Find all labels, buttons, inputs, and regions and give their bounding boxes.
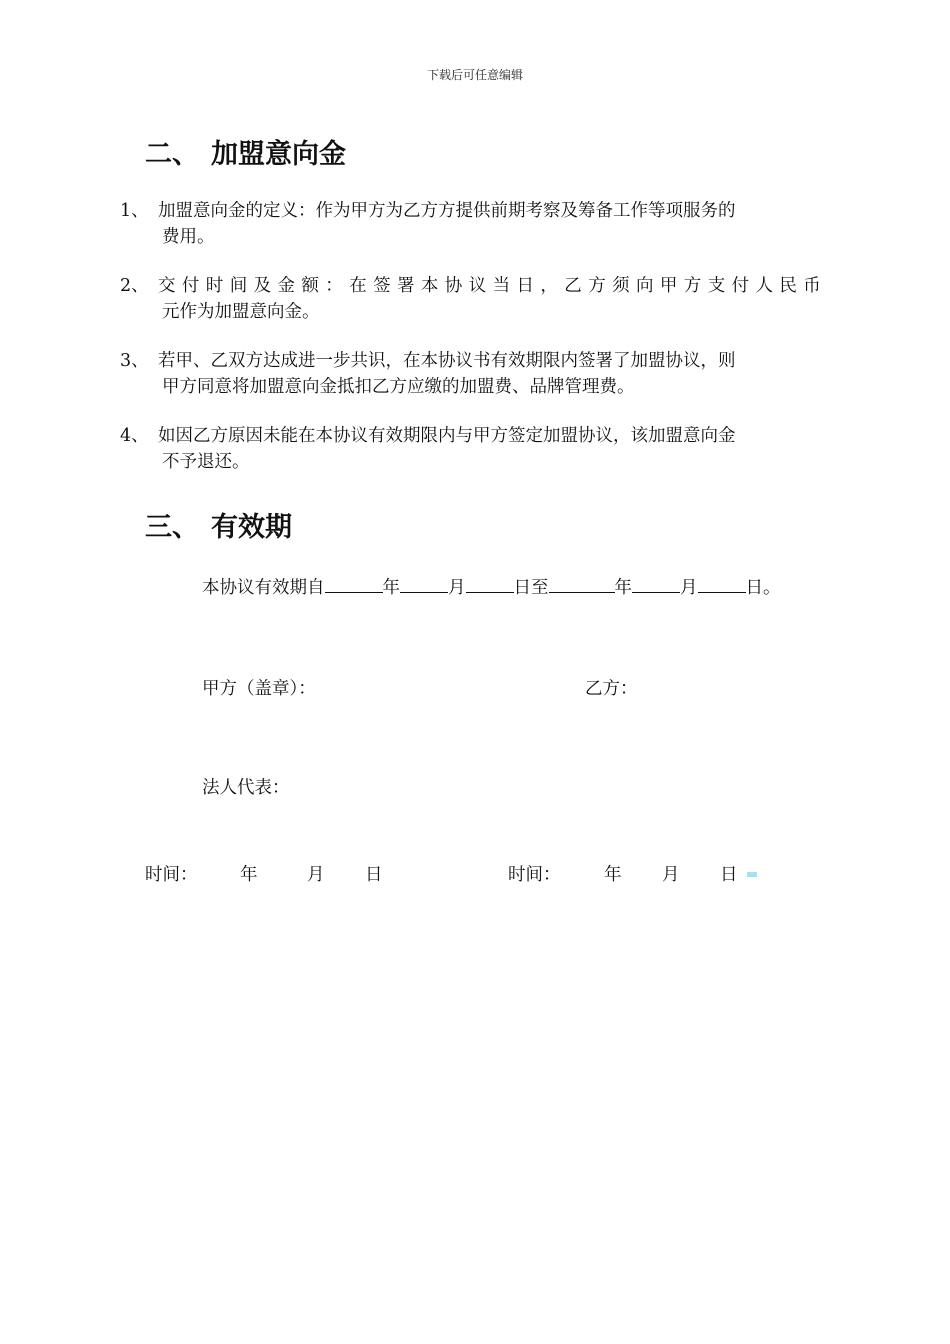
time-right-day: 日 — [720, 865, 738, 885]
clause-text-line1: 加盟意向金的定义：作为甲方为乙方方提供前期考察及筹备工作等项服务的 — [158, 201, 736, 221]
clause-text-line1-a: 交付时间及金额：在签署本协议当日，乙方须向甲方支付人民币 — [158, 276, 828, 296]
validity-month-2: 月 — [680, 578, 698, 598]
time-left-day: 日 — [365, 865, 383, 885]
clause-number: 1、 — [120, 201, 149, 221]
validity-day-2: 日。 — [745, 578, 781, 598]
party-a-seal-label: 甲方（盖章）： — [202, 679, 316, 699]
validity-day-1: 日至 — [513, 578, 549, 598]
time-right-year: 年 — [604, 865, 622, 885]
validity-month-1: 月 — [448, 578, 466, 598]
clause-text-line2: 甲方同意将加盟意向金抵扣乙方应缴的加盟费、品牌管理费。 — [162, 377, 635, 397]
legal-representative-label: 法人代表： — [202, 778, 290, 798]
section-2-title: 加盟意向金 — [211, 139, 346, 170]
blank-year-to — [549, 574, 615, 593]
blank-day-from — [466, 574, 514, 593]
clause-number: 3、 — [120, 351, 149, 371]
clause-3 — [120, 348, 805, 400]
clause-text-line1 — [158, 273, 828, 299]
time-left-label: 时间： — [145, 865, 198, 885]
clause-text-line2: 元作为加盟意向金。 — [162, 302, 320, 322]
validity-prefix: 本协议有效期自 — [202, 578, 325, 598]
time-left-year: 年 — [240, 865, 258, 885]
clause-text-line2: 费用。 — [162, 227, 215, 247]
clause-number: 2、 — [120, 276, 149, 296]
blank-year-from — [325, 574, 383, 593]
section-3-title: 有效期 — [211, 512, 292, 543]
party-b-label: 乙方： — [585, 679, 638, 699]
validity-year-1: 年 — [382, 578, 400, 598]
section-3-number: 三、 — [145, 512, 199, 543]
section-3-heading — [145, 505, 292, 544]
section-2-heading — [145, 132, 346, 171]
blank-month-to — [632, 574, 680, 593]
clause-number: 4、 — [120, 426, 149, 446]
clause-text-line1: 如因乙方原因未能在本协议有效期限内与甲方签定加盟协议，该加盟意向金 — [158, 426, 736, 446]
blank-month-from — [400, 574, 448, 593]
blank-day-to — [698, 574, 746, 593]
validity-year-2: 年 — [614, 578, 632, 598]
page-header: 下载后可任意编辑 — [426, 68, 523, 82]
clause-1 — [120, 198, 805, 250]
clause-text-line2: 不予退还。 — [162, 452, 250, 472]
text-cursor-marker — [747, 872, 757, 877]
section-2-number: 二、 — [145, 139, 199, 170]
clause-2 — [120, 273, 828, 325]
time-left-month: 月 — [307, 865, 325, 885]
time-right-label: 时间： — [508, 865, 561, 885]
validity-line — [202, 574, 781, 599]
clause-4 — [120, 423, 805, 475]
time-right-month: 月 — [662, 865, 680, 885]
clause-text-line1: 若甲、乙双方达成进一步共识，在本协议书有效期限内签署了加盟协议，则 — [158, 351, 736, 371]
